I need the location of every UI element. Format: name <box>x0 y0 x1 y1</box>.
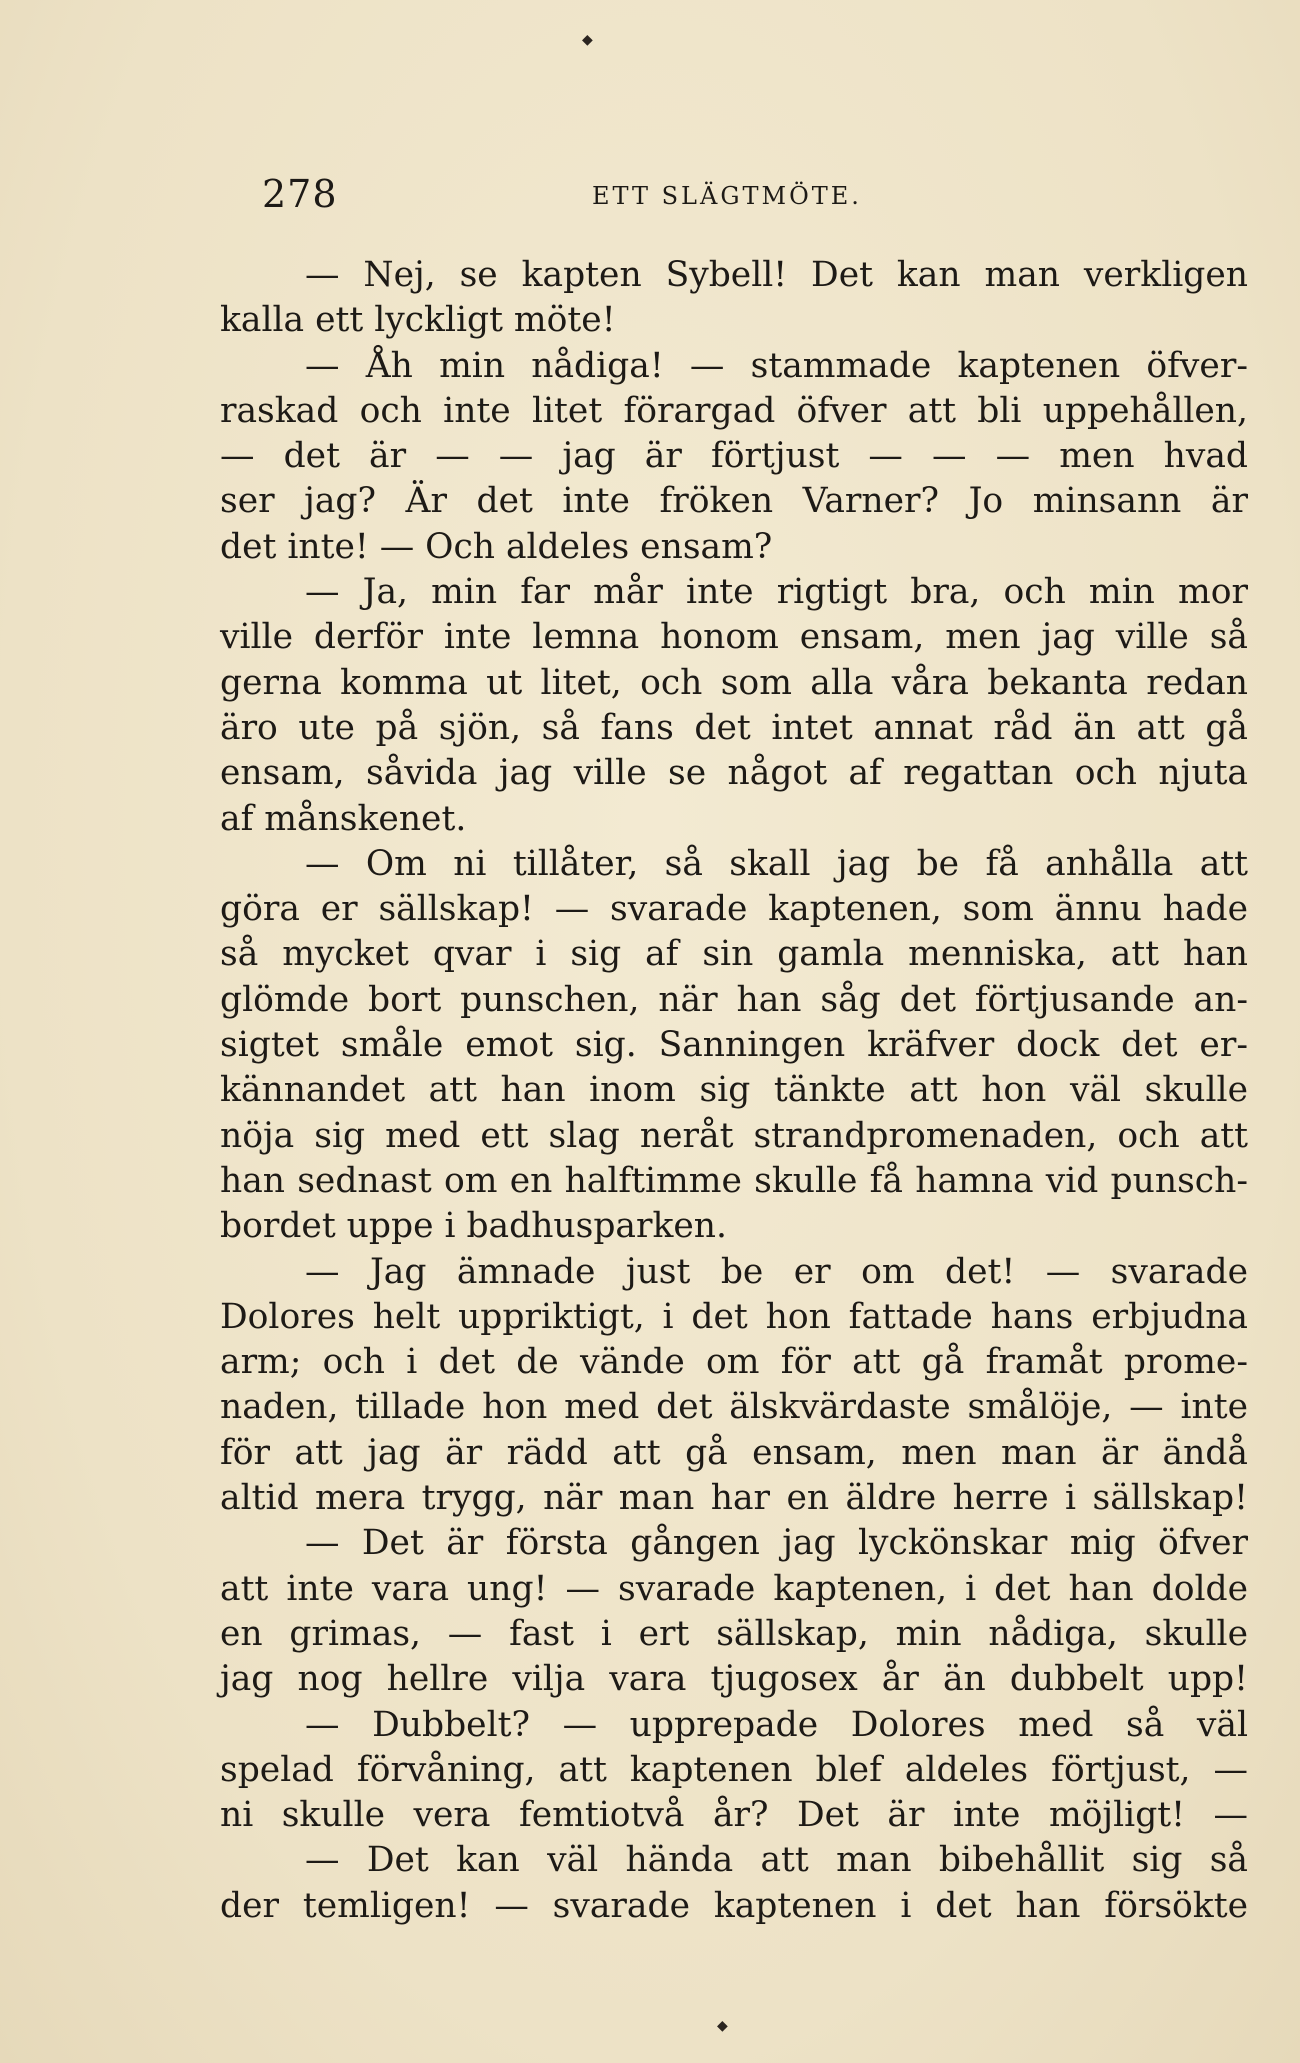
text-line: — Dubbelt? — upprepade Dolores med så väl <box>305 1704 1248 1745</box>
text-line: det inte! — Och aldeles ensam? <box>220 526 773 567</box>
text-line: — det är — — jag är förtjust — — — men hvad <box>220 436 1248 477</box>
ink-speck-bottom: ◆ <box>717 2018 728 2034</box>
text-line: kännandet att han inom sig tänkte att hon väl skulle <box>220 1070 1248 1111</box>
text-line: — Jag ämnade just be er om det! — svarade <box>305 1251 1248 1292</box>
text-line: ni skulle vera femtiotvå år? Det är inte möjligt! — <box>220 1795 1248 1836</box>
text-line: — Om ni tillåter, så skall jag be få anhålla att <box>305 843 1248 884</box>
text-line: Dolores helt uppriktigt, i det hon fattade hans erbjudna <box>220 1296 1248 1337</box>
text-line: raskad och inte litet förargad öfver att bli uppehållen, <box>220 390 1248 431</box>
text-line: altid mera trygg, när man har en äldre herre i sällskap! <box>220 1478 1248 1519</box>
text-line: ser jag? Är det inte fröken Varner? Jo minsann är <box>220 481 1248 522</box>
text-line: en grimas, — fast i ert sällskap, min nådiga, skulle <box>220 1613 1248 1654</box>
text-line: gerna komma ut litet, och som alla våra bekanta redan <box>220 662 1248 703</box>
text-line: jag nog hellre vilja vara tjugosex år än dubbelt upp! <box>220 1659 1248 1700</box>
running-title: ETT SLÄGTMÖTE. <box>592 182 862 210</box>
text-line: för att jag är rädd att gå ensam, men man är ändå <box>220 1432 1248 1473</box>
text-line: ensam, såvida jag ville se något af regattan och njuta <box>220 753 1248 794</box>
page-number: 278 <box>262 172 338 216</box>
text-line: sigtet småle emot sig. Sanningen kräfver dock det er- <box>220 1025 1248 1066</box>
text-line: så mycket qvar i sig af sin gamla menniska, att han <box>220 934 1248 975</box>
text-line: arm; och i det de vände om för att gå framåt prome- <box>220 1342 1248 1383</box>
text-line: — Det är första gången jag lyckönskar mig öfver <box>305 1523 1248 1564</box>
text-line: göra er sällskap! — svarade kaptenen, som ännu hade <box>220 889 1248 930</box>
text-line: spelad förvåning, att kaptenen blef aldeles förtjust, — <box>220 1749 1248 1790</box>
ink-speck-top: ◆ <box>582 32 593 48</box>
text-line: — Ja, min far mår inte rigtigt bra, och min mor <box>305 572 1248 613</box>
text-line: bordet uppe i badhusparken. <box>220 1206 727 1247</box>
text-line: — Åh min nådiga! — stammade kaptenen öfver- <box>305 345 1248 386</box>
text-line: — Det kan väl hända att man bibehållit sig så <box>305 1840 1248 1881</box>
text-line: äro ute på sjön, så fans det intet annat råd än att gå <box>220 707 1248 748</box>
text-line: af månskenet. <box>220 798 467 839</box>
text-line: glömde bort punschen, när han såg det förtjusande an- <box>220 979 1248 1020</box>
text-line: naden, tillade hon med det älskvärdaste smålöje, — inte <box>220 1387 1248 1428</box>
text-line: nöja sig med ett slag neråt strandpromenaden, och att <box>220 1115 1248 1156</box>
page-header <box>262 172 902 222</box>
text-line: — Nej, se kapten Sybell! Det kan man verkligen <box>305 255 1248 295</box>
text-line: att inte vara ung! — svarade kaptenen, i det han dolde <box>220 1568 1248 1609</box>
text-line: der temligen! — svarade kaptenen i det han försökte <box>220 1885 1248 1926</box>
body-text <box>220 253 1248 1929</box>
text-line: kalla ett lyckligt möte! <box>220 300 616 341</box>
text-line: ville derför inte lemna honom ensam, men jag ville så <box>220 617 1248 658</box>
text-line: han sednast om en halftimme skulle få hamna vid punsch- <box>220 1160 1248 1201</box>
